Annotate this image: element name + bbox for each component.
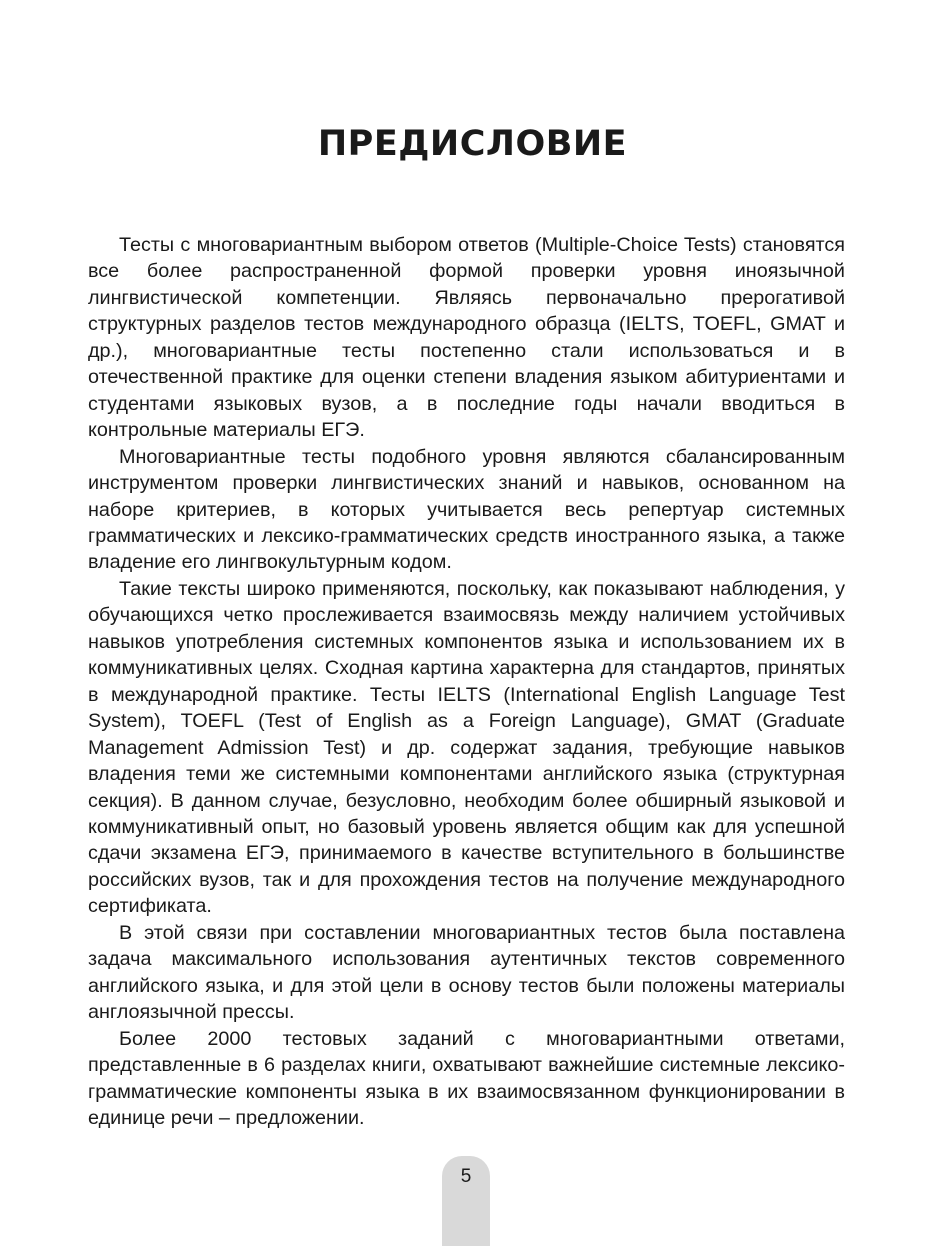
paragraph: В этой связи при составлении многовариантных тестов была поставлена задача максимального использования аутентичных текстов современного английского языка, и для этой цели в основу тестов были положены материалы англоязычной прессы. — [88, 921, 845, 1024]
paragraph: Многовариантные тесты подобного уровня являются сбалансированным инструментом проверки лингвистических знаний и навыков, основанном на наборе критериев, в которых учитывается весь репертуар системных грамматических и лексико-грамматических средств иностранного языка, а также владение его лингвокультурным кодом. — [88, 445, 845, 574]
page-number-tab — [442, 1156, 490, 1246]
body-text — [88, 232, 845, 1131]
paragraph: Более 2000 тестовых заданий с многовариантными ответами, представленные в 6 разделах книги, охватывают важнейшие системные лексико-грамматические компоненты языка в их взаимосвязанном функционировании в единице речи – предложении. — [88, 1027, 845, 1129]
paragraph: Такие тексты широко применяются, поскольку, как показывают наблюдения, у обучающихся четко прослеживается взаимосвязь между наличием устойчивых навыков употребления системных компонентов языка и использованием их в коммуникативных целях. Сходная картина характерна для стандартов, принятых в международной практике. Тесты IELTS (International English Language Test System), TOEFL (Test of English as a Foreign Language), GMAT (Graduate Management Admission Test) и др. содержат задания, требующие навыков владения теми же системными компонентами английского языка (структурная секция). В данном случае, безусловно, необходим более обширный языковой и коммуникативный опыт, но базовый уровень является общим как для успешной сдачи экзамена ЕГЭ, принимаемого в качестве вступительного в большинстве российских вузов, так и для прохождения тестов на получение международного сертификата. — [88, 577, 845, 918]
page-number: 5 — [460, 1166, 472, 1187]
page-title: ПРЕДИСЛОВИЕ — [317, 124, 628, 164]
paragraph: Тесты с многовариантным выбором ответов (Multiple-Choice Tests) становятся все более распространенной формой проверки уровня иноязычной лингвистической компетенции. Являясь первоначально прерогативой структурных разделов тестов международного образца (IELTS, TOEFL, GMAT и др.), многовариантные тесты постепенно стали использоваться и в отечественной практике для оценки степени владения языком абитуриентами и студентами языковых вузов, а в последние годы начали вводиться в контрольные материалы ЕГЭ. — [88, 234, 845, 442]
